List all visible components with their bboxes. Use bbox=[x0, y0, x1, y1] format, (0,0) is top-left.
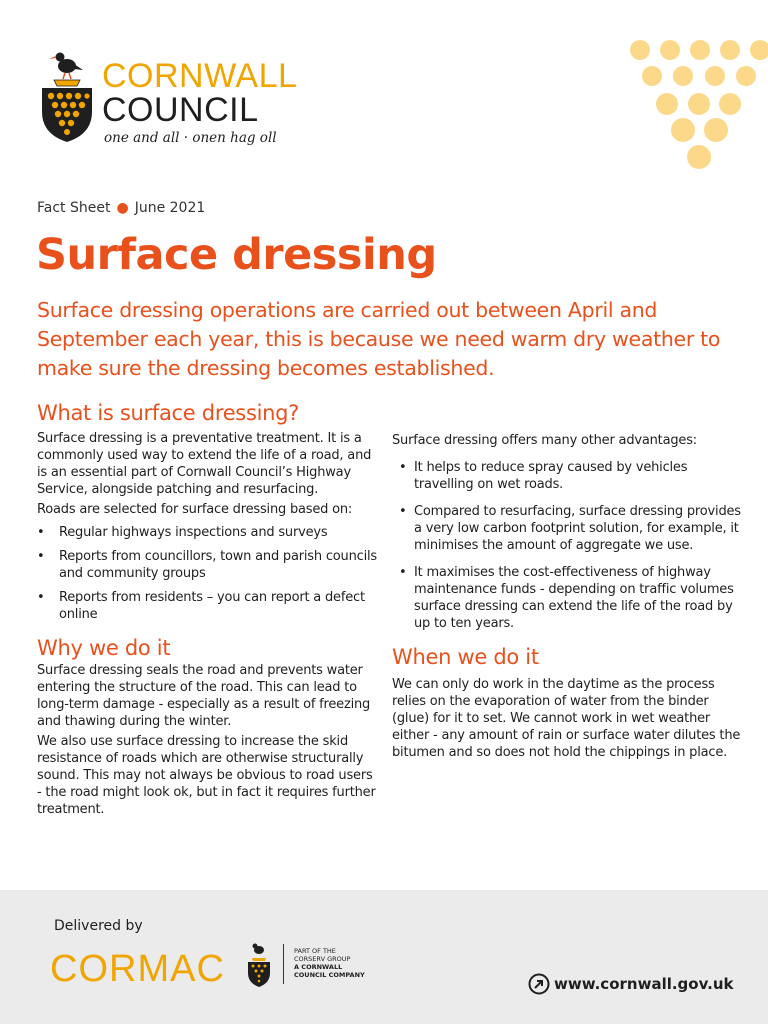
decorative-dots-icon bbox=[620, 34, 768, 174]
advantages-list bbox=[392, 459, 742, 632]
logo-council-text: COUNCIL bbox=[102, 91, 259, 129]
logo-motto: one and all · onen hag oll bbox=[104, 130, 277, 146]
partof-line-3: A CORNWALL bbox=[294, 963, 343, 971]
document-type: Fact Sheet bbox=[37, 200, 111, 216]
what-heading: What is surface dressing? bbox=[37, 401, 300, 425]
what-paragraph-1: Surface dressing is a preventative treatment. It is a commonly used way to extend the life of a road, and is an essential part of Cornwall Council’s Highway Service, alongside patching and resurfacing. bbox=[37, 431, 372, 497]
list-item: • Regular highways inspections and surveys bbox=[37, 524, 377, 541]
partof-line-4: COUNCIL COMPANY bbox=[294, 971, 365, 979]
document-meta bbox=[37, 200, 205, 216]
when-heading: When we do it bbox=[392, 645, 539, 669]
cornwall-council-logo bbox=[36, 46, 336, 156]
logo-cornwall-text: CORNWALL bbox=[102, 57, 298, 95]
website-link[interactable] bbox=[528, 972, 734, 996]
cornwall-crest-icon bbox=[36, 46, 98, 146]
what-paragraph-2: Roads are selected for surface dressing based on: bbox=[37, 502, 353, 517]
selection-list bbox=[37, 524, 377, 623]
corserv-group-text bbox=[294, 947, 365, 979]
when-paragraph: We can only do work in the daytime as the process relies on the evaporation of water from the binder (glue) for it to set. We cannot work in wet weather either - any amount of rain or surface water dilutes the bitumen and so does not hold the chippings in place. bbox=[392, 677, 741, 760]
left-column bbox=[37, 400, 377, 821]
partof-line-2: CORSERV GROUP bbox=[294, 955, 351, 963]
delivered-by-label: Delivered by bbox=[54, 918, 143, 934]
intro-paragraph: Surface dressing operations are carried out between April and September each year, this is because we need warm dry weather to make sure the dressing becomes established. bbox=[37, 298, 721, 380]
list-item: • It helps to reduce spray caused by vehicles travelling on wet roads. bbox=[392, 459, 742, 493]
footer-divider bbox=[283, 944, 284, 984]
partof-line-1: PART OF THE bbox=[294, 947, 336, 955]
list-item: • Reports from councillors, town and parish councils and community groups bbox=[37, 548, 377, 582]
website-url[interactable]: www.cornwall.gov.uk bbox=[554, 975, 734, 993]
list-item: • Reports from residents – you can report a defect online bbox=[37, 589, 377, 623]
right-column bbox=[392, 432, 742, 764]
document-date: June 2021 bbox=[134, 200, 206, 216]
meta-separator-icon: ● bbox=[116, 200, 129, 216]
why-paragraph-1: Surface dressing seals the road and prevents water entering the structure of the road. This can lead to long-term damage - especially as a result of freezing and thawing during the winter. bbox=[37, 663, 371, 729]
page-title: Surface dressing bbox=[36, 230, 437, 280]
footer bbox=[0, 890, 768, 1024]
advantages-intro: Surface dressing offers many other advantages: bbox=[392, 433, 697, 448]
list-item: • Compared to resurfacing, surface dressing provides a very low carbon footprint solution, for example, it minimises the amount of aggregate we use. bbox=[392, 503, 742, 554]
council-crest-icon bbox=[246, 942, 272, 988]
why-heading: Why we do it bbox=[37, 636, 171, 660]
arrow-circle-icon bbox=[528, 973, 550, 995]
cormac-logo: CORMAC bbox=[50, 948, 225, 990]
why-paragraph-2: We also use surface dressing to increase the skid resistance of roads which are otherwise structurally sound. This may not always be obvious to road users - the road might look ok, but in fact it requires further treatment. bbox=[37, 734, 376, 817]
list-item: • It maximises the cost-effectiveness of highway maintenance funds - depending on traffic volumes surface dressing can extend the life of the road by up to ten years. bbox=[392, 564, 742, 632]
